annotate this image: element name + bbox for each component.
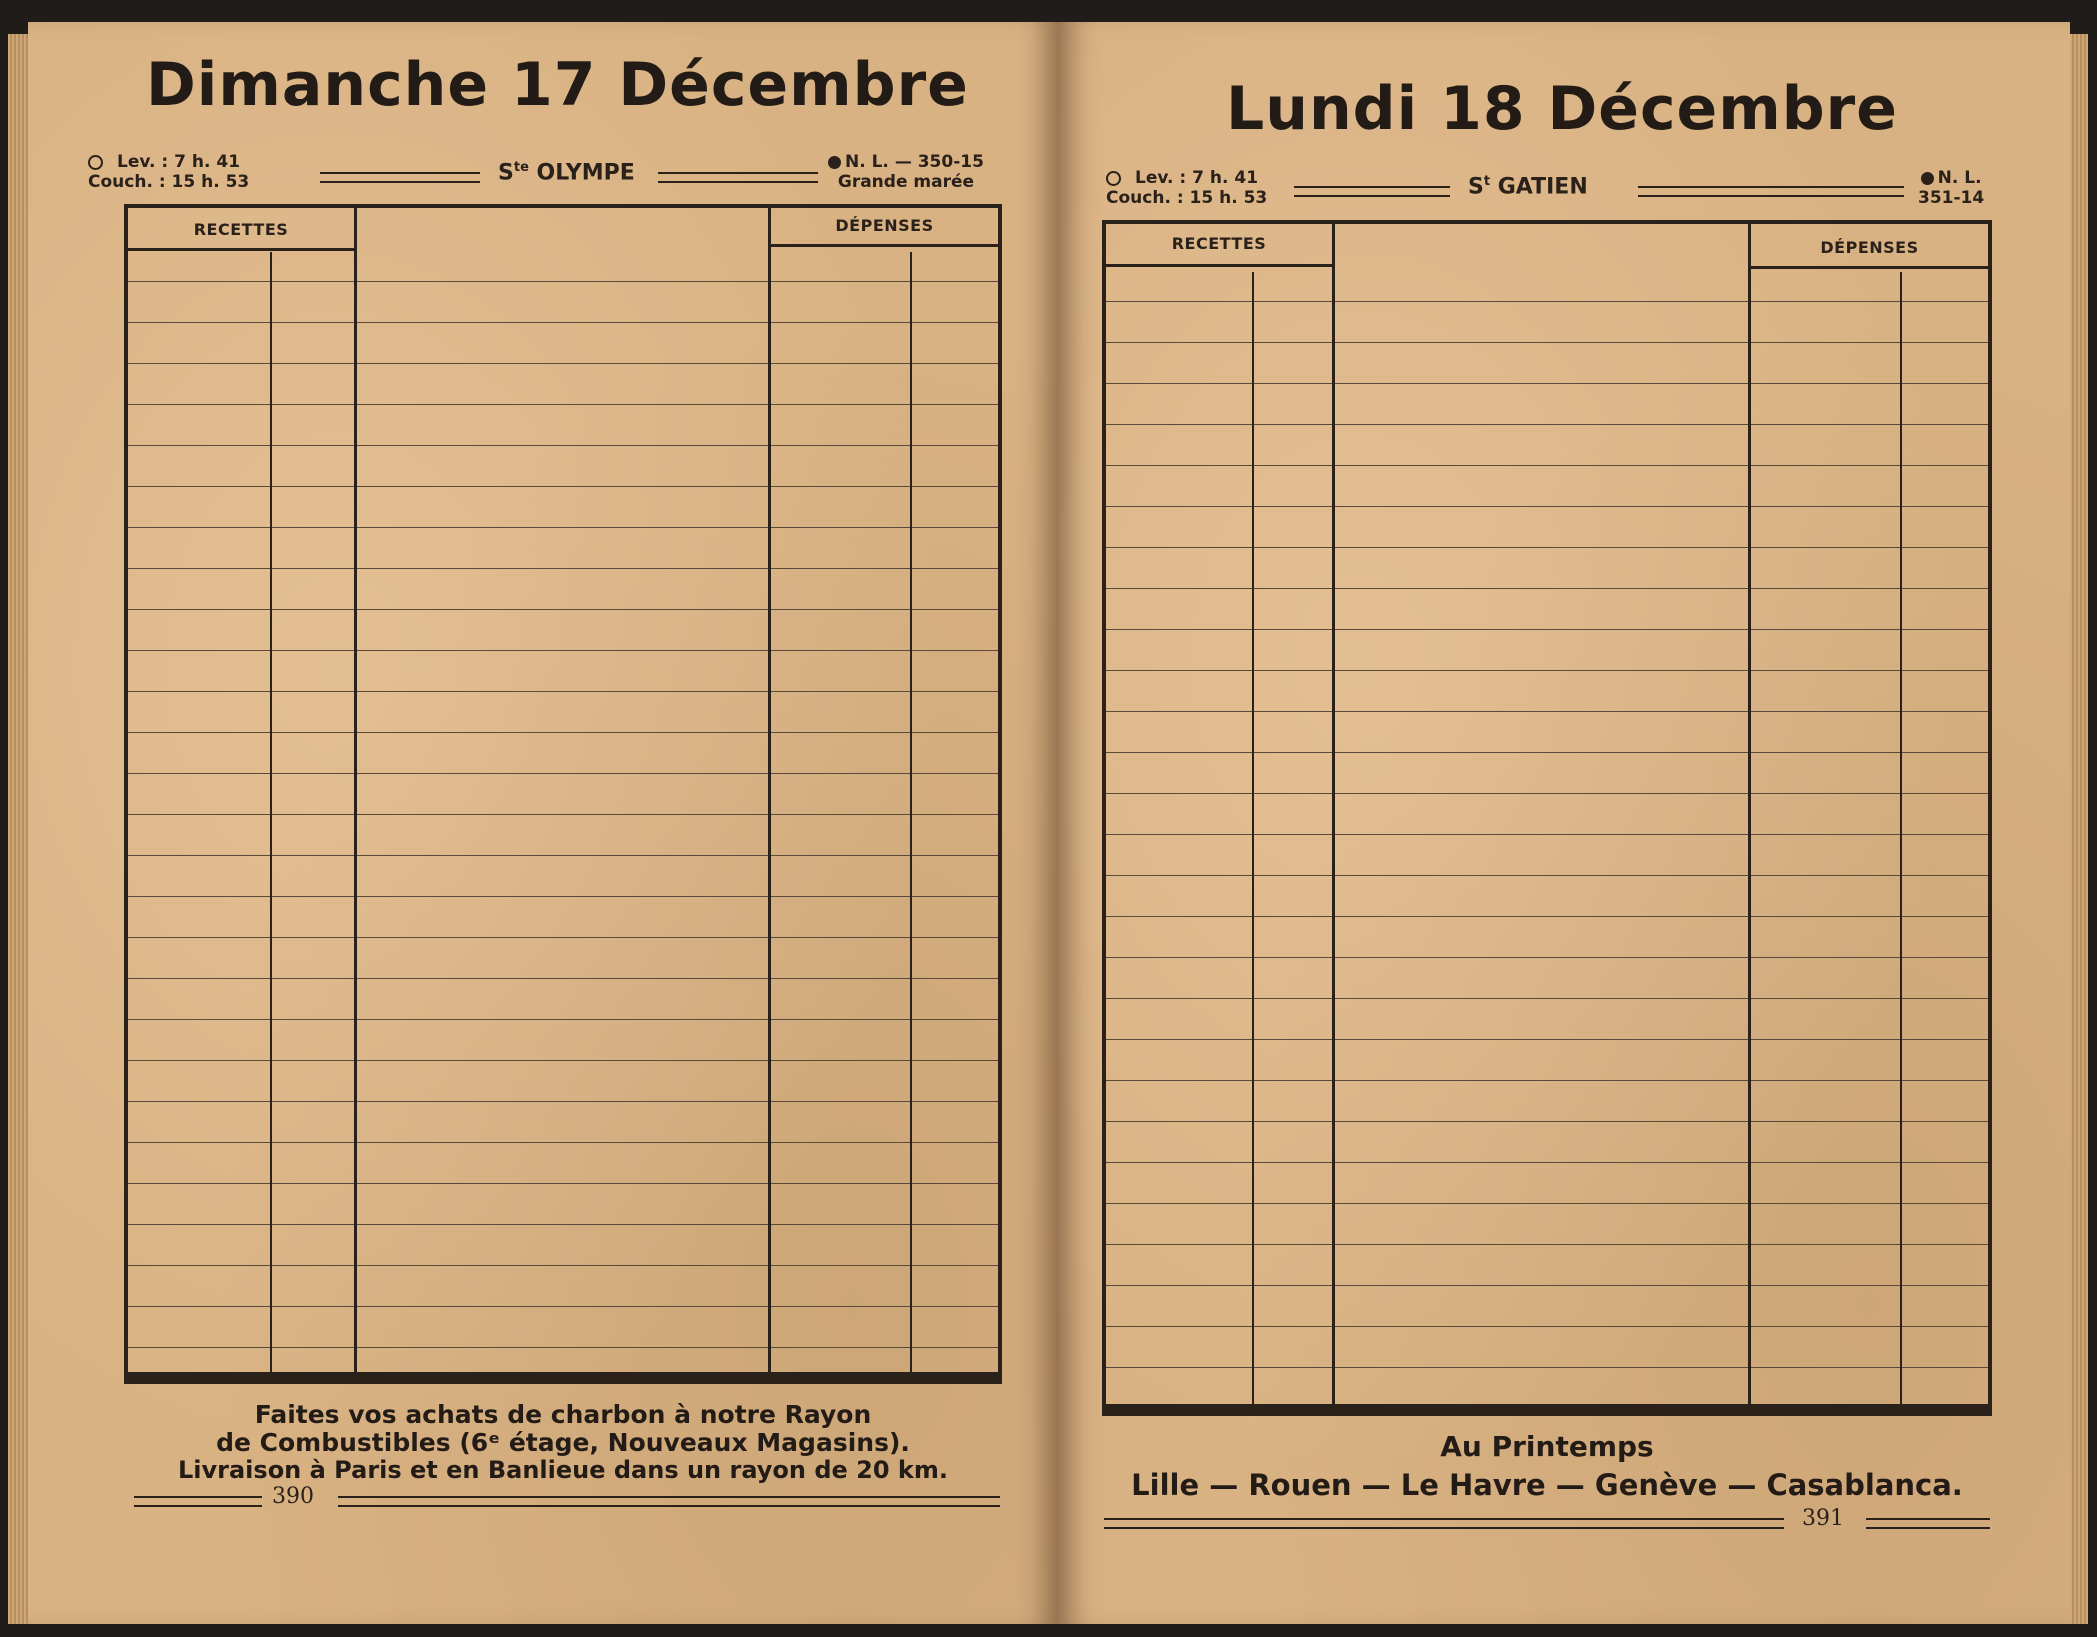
double-rule bbox=[134, 1496, 262, 1507]
column-divider bbox=[910, 252, 912, 1372]
open-book bbox=[8, 14, 2088, 1626]
left-page bbox=[28, 22, 1058, 1624]
page-edges-left bbox=[8, 34, 28, 1624]
double-rule bbox=[1866, 1518, 1990, 1529]
double-rule bbox=[1104, 1518, 1784, 1529]
receipts-header: RECETTES bbox=[1171, 234, 1267, 253]
ad-line-1: Au Printemps bbox=[1440, 1430, 1654, 1463]
saint-name: OLYMPE bbox=[528, 160, 635, 186]
header-rule bbox=[771, 244, 998, 247]
double-rule bbox=[1638, 186, 1904, 197]
ad-line-2: Lille — Rouen — Le Havre — Genève — Casablanca. bbox=[1131, 1468, 1963, 1502]
expenses-header: DÉPENSES bbox=[1820, 238, 1919, 257]
saint-sup: t bbox=[1483, 174, 1491, 189]
receipts-header: RECETTES bbox=[193, 220, 289, 239]
ad-line-3: Livraison à Paris et en Banlieue dans un rayon de 20 km. bbox=[177, 1456, 949, 1484]
header-rule bbox=[1106, 264, 1332, 267]
column-divider bbox=[1252, 272, 1254, 1404]
sunrise-text: Lev. : 7 h. 41 bbox=[117, 152, 241, 172]
new-moon-icon bbox=[828, 156, 841, 169]
ad-line-1: Faites vos achats de charbon à notre Rayon bbox=[254, 1400, 872, 1429]
moon-phase-text: N. L. bbox=[1937, 168, 1982, 188]
moon-phase-text: N. L. — 350-15 bbox=[845, 152, 984, 172]
column-divider bbox=[1332, 224, 1335, 1404]
ledger-table bbox=[1102, 220, 1992, 1416]
double-rule bbox=[658, 172, 818, 183]
right-page bbox=[1058, 22, 2070, 1624]
new-moon-icon bbox=[1921, 172, 1934, 185]
page-number: 390 bbox=[272, 1484, 314, 1509]
sun-times bbox=[1106, 168, 1267, 208]
sun-icon bbox=[88, 155, 103, 170]
sunset-text: Couch. : 15 h. 53 bbox=[1106, 188, 1268, 208]
page-number: 391 bbox=[1802, 1506, 1844, 1531]
sun-times bbox=[88, 152, 249, 192]
saint-of-day bbox=[498, 160, 635, 185]
column-divider bbox=[354, 208, 357, 1372]
ad-line-2: de Combustibles (6ᵉ étage, Nouveaux Magasins). bbox=[216, 1428, 910, 1457]
saint-sup: te bbox=[513, 160, 529, 175]
double-rule bbox=[320, 172, 480, 183]
sunset-text: Couch. : 15 h. 53 bbox=[88, 172, 250, 192]
saint-name: GATIEN bbox=[1490, 174, 1588, 200]
tide-text: Grande marée bbox=[837, 172, 975, 192]
saint-of-day bbox=[1468, 174, 1588, 199]
expenses-header: DÉPENSES bbox=[835, 216, 934, 235]
saint-prefix: S bbox=[498, 160, 514, 186]
double-rule bbox=[1294, 186, 1450, 197]
sunrise-text: Lev. : 7 h. 41 bbox=[1135, 168, 1259, 188]
ruled-lines bbox=[1106, 274, 1988, 1398]
ledger-table bbox=[124, 204, 1002, 1384]
saint-prefix: S bbox=[1468, 174, 1484, 200]
header-rule bbox=[1751, 266, 1988, 269]
header-rule bbox=[128, 248, 354, 251]
column-divider bbox=[270, 252, 272, 1372]
moon-number: 351-14 bbox=[1918, 188, 1985, 208]
ruled-lines bbox=[128, 254, 998, 1366]
page-title: Dimanche 17 Décembre bbox=[146, 50, 969, 120]
sun-icon bbox=[1106, 171, 1121, 186]
moon-info bbox=[1918, 168, 1984, 208]
column-divider bbox=[768, 208, 771, 1372]
page-title: Lundi 18 Décembre bbox=[1226, 74, 1898, 144]
moon-info bbox=[828, 152, 984, 192]
column-divider bbox=[1900, 272, 1902, 1404]
double-rule bbox=[338, 1496, 1000, 1507]
column-divider bbox=[1748, 224, 1751, 1404]
page-edges-right bbox=[2070, 34, 2088, 1624]
